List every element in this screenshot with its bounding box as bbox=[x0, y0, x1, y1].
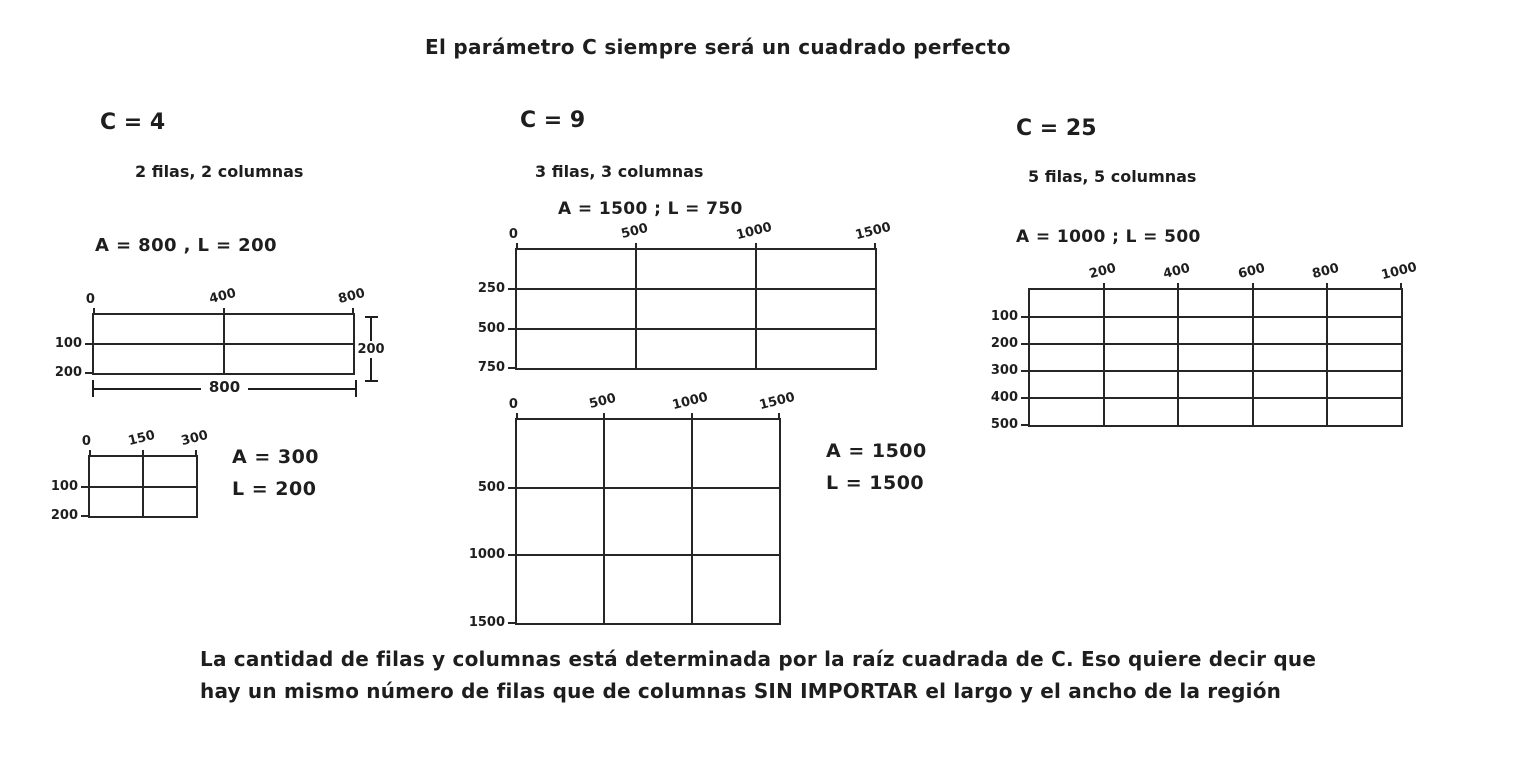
x-tick-label: 0 bbox=[508, 397, 518, 412]
x-tick-label: 1500 bbox=[853, 219, 893, 244]
width-dimension-marker bbox=[92, 377, 357, 397]
x-tick-mark bbox=[1177, 283, 1179, 290]
x-tick-label: 150 bbox=[126, 427, 157, 450]
grid-line-horizontal bbox=[1030, 370, 1401, 372]
width-dimension-label: 800 bbox=[208, 377, 241, 396]
x-tick-label: 600 bbox=[1236, 260, 1267, 283]
x-tick-label: 400 bbox=[1162, 260, 1193, 283]
dimension-line bbox=[94, 388, 201, 390]
grid-line-horizontal bbox=[517, 554, 779, 556]
grid-c9-top bbox=[477, 219, 893, 375]
grid-line-vertical bbox=[603, 420, 605, 623]
grid-c4-small-annotation bbox=[232, 446, 319, 510]
y-tick-label: 500 bbox=[990, 416, 1018, 432]
y-tick-mark bbox=[1021, 316, 1030, 318]
x-tick-mark bbox=[1326, 283, 1328, 290]
explanation-line-1: La cantidad de filas y columnas está determinada por la raíz cuadrada de C. Eso quiere decir que bbox=[200, 647, 1317, 671]
section-c4-heading: C = 4 bbox=[100, 110, 166, 135]
dimension-cap bbox=[355, 380, 357, 397]
y-tick-label: 250 bbox=[477, 281, 505, 297]
x-tick-label: 0 bbox=[85, 292, 95, 307]
y-tick-mark bbox=[1021, 343, 1030, 345]
dimension-cap bbox=[365, 380, 378, 382]
y-tick-mark bbox=[1021, 370, 1030, 372]
y-tick-label: 500 bbox=[477, 320, 505, 336]
x-tick-mark bbox=[635, 243, 637, 250]
x-tick-label: 500 bbox=[619, 220, 650, 243]
annotation-length: L = 200 bbox=[232, 478, 317, 500]
y-tick-label: 200 bbox=[990, 335, 1018, 351]
x-tick-label: 300 bbox=[179, 427, 210, 450]
y-tick-label: 300 bbox=[990, 362, 1018, 378]
section-c9-heading: C = 9 bbox=[520, 108, 586, 133]
grid-line-horizontal bbox=[517, 288, 875, 290]
grid-line-horizontal bbox=[517, 328, 875, 330]
x-tick-label: 1500 bbox=[757, 389, 797, 414]
x-tick-label: 0 bbox=[508, 227, 518, 242]
y-tick-mark bbox=[508, 622, 517, 624]
page-title: El parámetro C siempre será un cuadrado perfecto bbox=[425, 35, 1011, 59]
x-tick-label: 200 bbox=[1087, 260, 1118, 283]
x-tick-label: 1000 bbox=[734, 219, 774, 244]
section-c4-subheading: 2 filas, 2 columnas bbox=[135, 162, 304, 181]
section-c9-params: A = 1500 ; L = 750 bbox=[558, 199, 743, 219]
y-tick-label: 200 bbox=[54, 364, 82, 380]
x-tick-mark bbox=[142, 450, 144, 457]
y-tick-label: 100 bbox=[54, 335, 82, 351]
x-tick-label: 1000 bbox=[1379, 259, 1419, 284]
y-tick-mark bbox=[508, 288, 517, 290]
y-tick-mark bbox=[1021, 397, 1030, 399]
dimension-line bbox=[248, 388, 355, 390]
height-dimension-marker bbox=[358, 316, 384, 382]
grid-line-horizontal bbox=[94, 343, 353, 345]
annotation-area: A = 300 bbox=[232, 446, 320, 468]
grid-line-horizontal bbox=[90, 486, 196, 488]
y-tick-label: 400 bbox=[990, 389, 1018, 405]
explanation-line-2: hay un mismo número de filas que de columnas SIN IMPORTAR el largo y el ancho de la región bbox=[200, 679, 1282, 703]
x-tick-label: 800 bbox=[1310, 260, 1341, 283]
grid-line-vertical bbox=[1103, 290, 1105, 425]
section-c25-heading: C = 25 bbox=[1016, 116, 1097, 141]
y-tick-mark bbox=[85, 372, 94, 374]
y-tick-label: 750 bbox=[477, 359, 505, 375]
y-tick-label: 100 bbox=[990, 308, 1018, 324]
grid-line-vertical bbox=[1252, 290, 1254, 425]
y-tick-label: 1500 bbox=[468, 614, 505, 630]
grid-line-horizontal bbox=[1030, 343, 1401, 345]
grid-line-vertical bbox=[1326, 290, 1328, 425]
grid-c4-small bbox=[50, 427, 210, 523]
x-tick-label: 1000 bbox=[670, 389, 710, 414]
y-tick-label: 200 bbox=[50, 507, 78, 523]
x-tick-mark bbox=[755, 243, 757, 250]
y-tick-mark bbox=[81, 486, 90, 488]
grid-c9-bottom-annotation bbox=[826, 440, 927, 504]
grid-line-horizontal bbox=[517, 487, 779, 489]
grid-c9-bottom bbox=[468, 389, 797, 630]
y-tick-label: 500 bbox=[477, 479, 505, 495]
x-tick-mark bbox=[874, 243, 876, 250]
section-c25-subheading: 5 filas, 5 columnas bbox=[1028, 167, 1197, 186]
x-tick-mark bbox=[1103, 283, 1105, 290]
y-tick-mark bbox=[81, 515, 90, 517]
grid-line-vertical bbox=[691, 420, 693, 623]
section-c9-subheading: 3 filas, 3 columnas bbox=[535, 162, 704, 181]
grid-line-vertical bbox=[635, 250, 637, 368]
x-tick-mark bbox=[516, 413, 518, 420]
x-tick-label: 500 bbox=[587, 390, 618, 413]
x-tick-mark bbox=[195, 450, 197, 457]
y-tick-mark bbox=[85, 343, 94, 345]
y-tick-mark bbox=[508, 367, 517, 369]
y-tick-mark bbox=[508, 487, 517, 489]
x-tick-mark bbox=[778, 413, 780, 420]
dimension-line bbox=[370, 358, 372, 381]
y-tick-mark bbox=[508, 328, 517, 330]
x-tick-mark bbox=[89, 450, 91, 457]
y-tick-label: 1000 bbox=[468, 547, 505, 563]
annotation-length: L = 1500 bbox=[826, 472, 925, 494]
dimension-line bbox=[370, 318, 372, 341]
annotation-area: A = 1500 bbox=[826, 440, 927, 462]
x-tick-mark bbox=[1252, 283, 1254, 290]
x-tick-label: 400 bbox=[207, 285, 238, 308]
x-tick-mark bbox=[352, 308, 354, 315]
grid-c25 bbox=[990, 259, 1419, 432]
explanation-text bbox=[200, 643, 1316, 707]
x-tick-mark bbox=[516, 243, 518, 250]
y-tick-label: 100 bbox=[50, 478, 78, 494]
x-tick-mark bbox=[1400, 283, 1402, 290]
x-tick-label: 800 bbox=[336, 285, 367, 308]
y-tick-mark bbox=[1021, 424, 1030, 426]
x-tick-mark bbox=[93, 308, 95, 315]
grid-c4-main bbox=[54, 285, 367, 380]
grid-line-vertical bbox=[1177, 290, 1179, 425]
section-c25-params: A = 1000 ; L = 500 bbox=[1016, 227, 1201, 247]
grid-line-horizontal bbox=[1030, 397, 1401, 399]
x-tick-mark bbox=[603, 413, 605, 420]
x-tick-label: 0 bbox=[81, 434, 91, 449]
grid-line-vertical bbox=[755, 250, 757, 368]
height-dimension-label: 200 bbox=[357, 341, 385, 357]
y-tick-mark bbox=[508, 554, 517, 556]
section-c4-params: A = 800 , L = 200 bbox=[95, 235, 277, 256]
x-tick-mark bbox=[223, 308, 225, 315]
grid-line-horizontal bbox=[1030, 316, 1401, 318]
x-tick-mark bbox=[691, 413, 693, 420]
